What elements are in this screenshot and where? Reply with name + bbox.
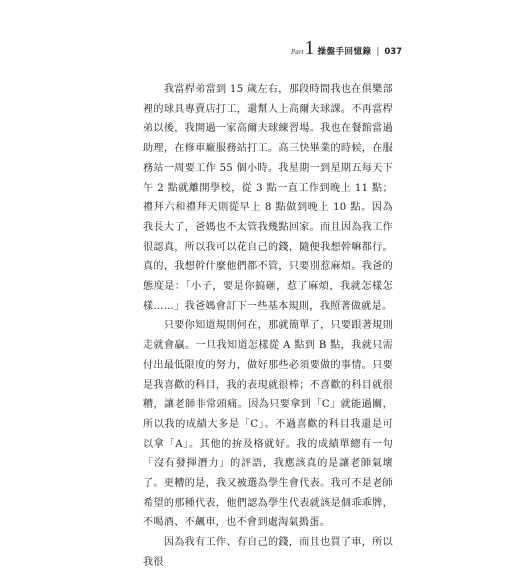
chapter-title: 操盤手回憶錄	[317, 47, 372, 57]
paragraph: 因為我有工作、有自己的錢，而且也買了車，所以我很	[143, 537, 393, 568]
paragraph: 我當桿弟當到 15 歲左右，那段時間我也在俱樂部裡的球具專賣店打工，還幫人上高爾夫球課。不再當桿弟以後，我開過一家高爾夫球練習場。我也在餐館當過助理，在修車廠服務站打工。高三快畢業的時候，在服務站一周要工作 55 個小時。我星期一到星期五每天下午 2 點就離開學校，從 3 點一直工作到晚上 11 點；禮拜六和禮拜天則從早上 8 點做到晚上 10 點。因為我長大了，爸媽也不太管我幾點回家。而且因為我工作很認真，所以我可以花自己的錢，隨便我想幹嘛都行。真的，我想幹什麼他們都不管，只要別惹麻煩。我爸的態度是：「小子，要是你搞砸，惹了麻煩，我就怎樣怎樣……」我爸媽會訂下一些基本規則，我照著做就是。	[143, 84, 393, 312]
page-number: 037	[384, 47, 403, 57]
part-label: Part	[291, 48, 304, 56]
header-divider: |	[376, 47, 380, 57]
running-header	[291, 38, 402, 58]
part-number: 1	[304, 37, 315, 59]
body-text	[143, 80, 393, 573]
paragraph: 只要你知道規則何在，那就簡單了，只要跟著規則走就會贏。一旦我知道怎樣從 A 點到 B 點，我就只需付出最低限度的努力，做好那些必須要做的事情。只要是我喜歡的科目，我的表現就很棒；不喜歡的科目就很糟，讓老師非常頭痛。因為只要拿到「C」就能過關，所以我的成績大多是「C」。不過喜歡的科目我還是可以拿「A」。其他的拚及格就好。我的成績單總有一句「沒有發揮潛力」的評語，我應該真的是讓老師氣壞了。更糟的是，我又被選為學生會代表。我可不是老師希望的那種代表，他們認為學生代表就該是個乖乖牌，不喝酒、不飆車，也不會到處淘氣搗蛋。	[143, 320, 393, 529]
